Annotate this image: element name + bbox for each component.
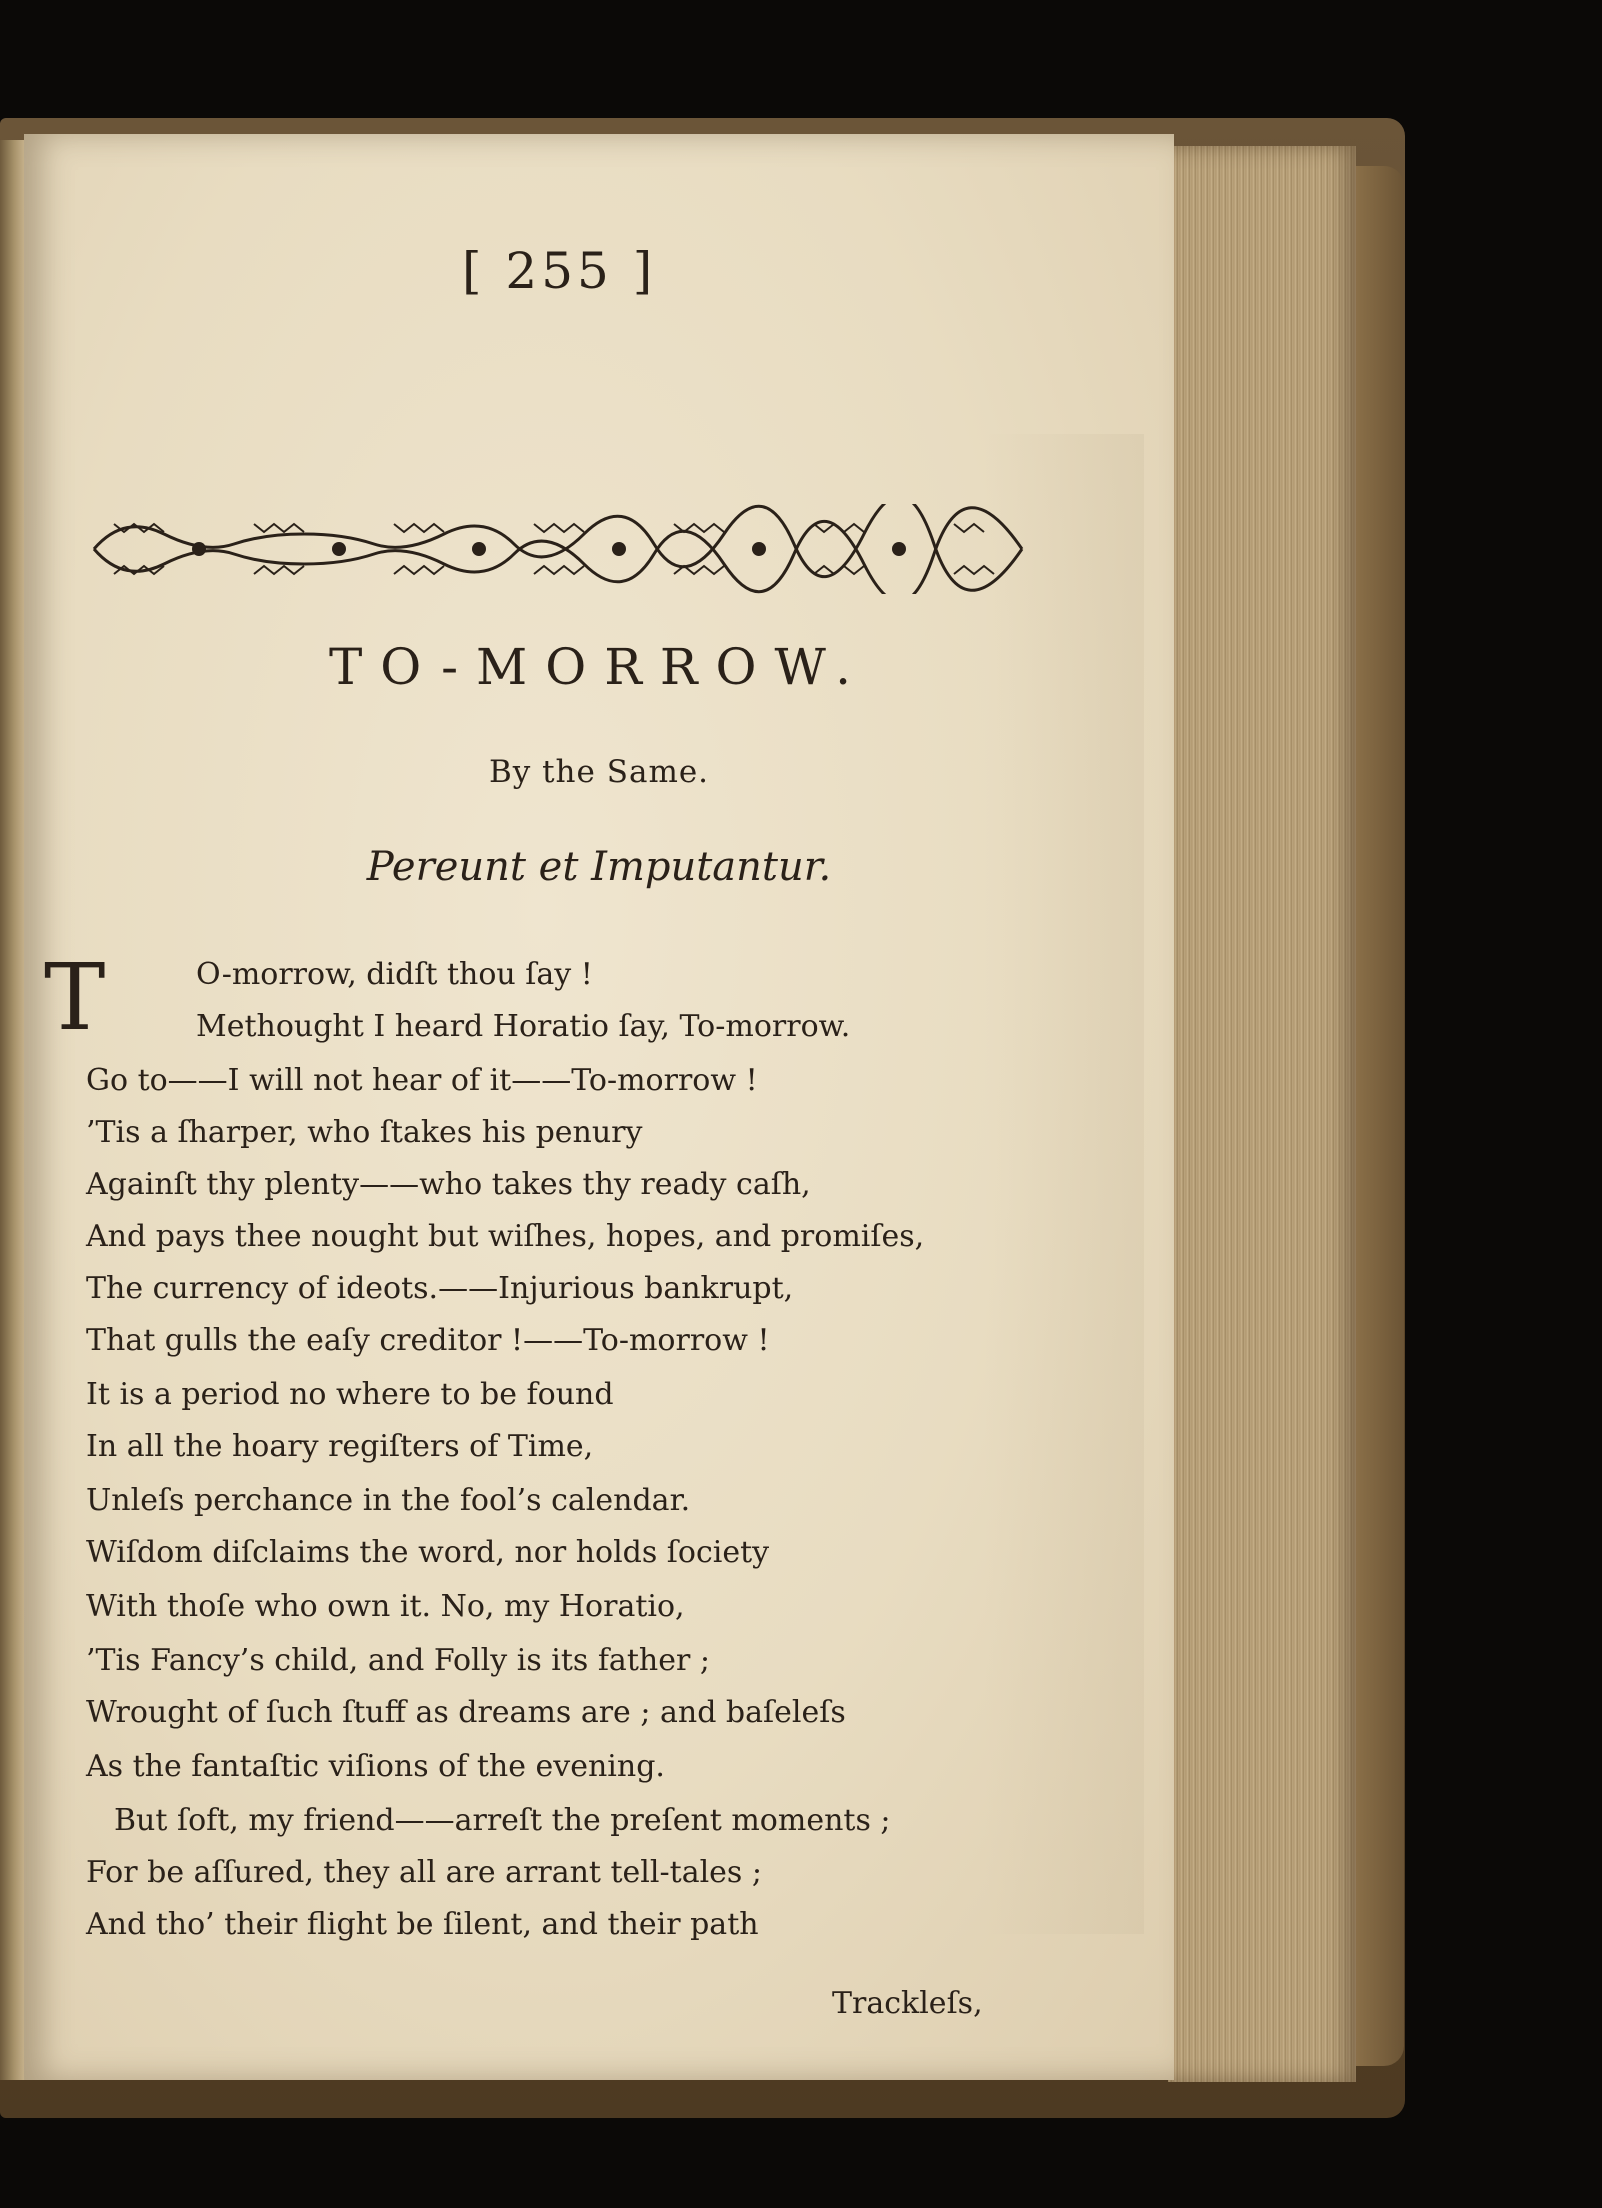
- poem-line: ’Tis Fancy’s child, and Folly is its father ;: [86, 1643, 710, 1678]
- poem-line: With thoſe who own it. No, my Horatio,: [86, 1589, 685, 1624]
- catchword: Trackleſs,: [832, 1986, 983, 2021]
- poem-line: But ſoft, my friend——arreſt the preſent moments ;: [114, 1803, 891, 1838]
- book-page: [24, 134, 1174, 2080]
- poem-line: Methought I heard Horatio ſay, To-morrow.: [196, 1009, 851, 1044]
- poem-line: And tho’ their flight be ſilent, and their path: [86, 1907, 759, 1942]
- poem-line: Unleſs perchance in the fool’s calendar.: [86, 1483, 691, 1518]
- poem-line: The currency of ideots.——Injurious bankrupt,: [86, 1271, 794, 1306]
- poem-byline: By the Same.: [488, 754, 710, 790]
- poem-line: In all the hoary regiſters of Time,: [86, 1429, 594, 1464]
- page-number: [ 255 ]: [462, 242, 657, 300]
- poem-line: And pays thee nought but wiſhes, hopes, and promiſes,: [86, 1219, 925, 1254]
- page-fore-edge: [1168, 146, 1356, 2082]
- poem-title: TO-MORROW.: [328, 638, 870, 696]
- facing-page-edge: [0, 140, 24, 2080]
- decorative-ornament-band: [84, 504, 1032, 594]
- drop-cap: T: [44, 944, 106, 1051]
- poem-line: For be aſſured, they all are arrant tell-tales ;: [86, 1855, 762, 1890]
- poem-line: Wiſdom diſclaims the word, nor holds ſociety: [86, 1535, 770, 1570]
- poem-line: ’Tis a ſharper, who ſtakes his penury: [86, 1115, 643, 1150]
- poem-line: Againſt thy plenty——who takes thy ready caſh,: [86, 1167, 811, 1202]
- poem-line: As the fantaſtic viſions of the evening.: [86, 1749, 665, 1784]
- poem-line: It is a period no where to be found: [86, 1377, 614, 1412]
- poem-line: Go to——I will not hear of it——To-morrow !: [86, 1063, 758, 1098]
- poem-line: That gulls the eaſy creditor !——To-morrow !: [86, 1323, 770, 1358]
- poem-line: O-morrow, didſt thou ſay !: [196, 957, 593, 992]
- poem-line: Wrought of ſuch ſtuff as dreams are ; and baſeleſs: [86, 1695, 846, 1730]
- poem-motto: Pereunt et Imputantur.: [366, 844, 832, 890]
